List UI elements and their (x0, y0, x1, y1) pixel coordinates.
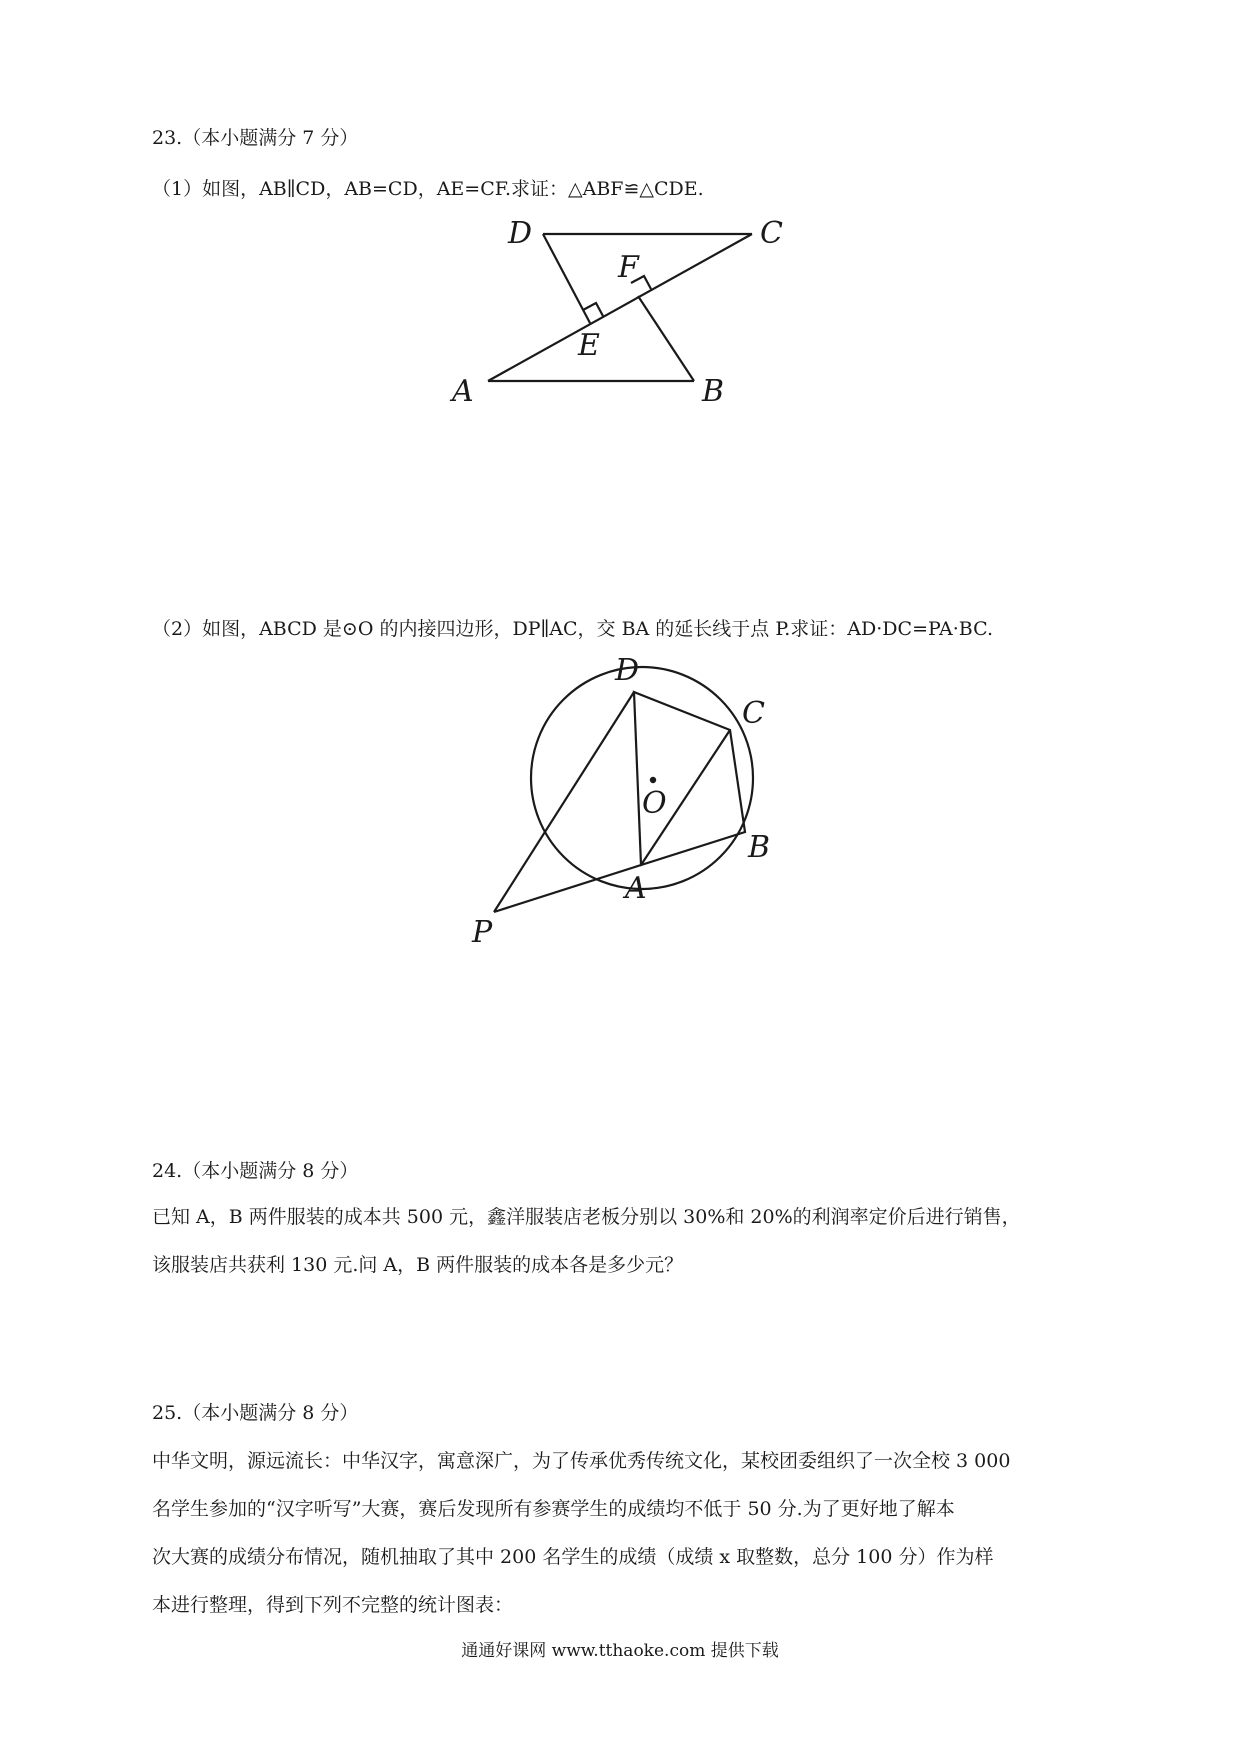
segment-pa (494, 865, 641, 912)
label-b: B (702, 374, 725, 405)
figure-triangles (440, 205, 800, 409)
q24-text-line2: 该服装店共获利 130 元.问 A，B 两件服装的成本各是多少元？ (152, 1254, 684, 1276)
segment-dp (494, 692, 634, 912)
label-d: D (615, 653, 640, 688)
label-c: C (760, 216, 783, 251)
label-a: A (625, 871, 647, 906)
label-e: E (578, 328, 600, 363)
label-o: O (642, 786, 667, 821)
q23-part1-text: （1）如图，AB∥CD，AB=CD，AE=CF.求证：△ABF≌△CDE. (152, 178, 704, 200)
page-footer: 通通好课网 www.tthaoke.com 提供下载 (461, 1641, 779, 1661)
label-p: P (472, 915, 493, 950)
q25-text-line2: 名学生参加的“汉字听写”大赛，赛后发现所有参赛学生的成绩均不低于 50 分.为了更好地了解本 (152, 1498, 955, 1520)
label-f: F (618, 250, 639, 285)
label-d: D (508, 216, 533, 251)
segment-fb (638, 296, 694, 381)
q25-text-line3: 次大赛的成绩分布情况，随机抽取了其中 200 名学生的成绩（成绩 x 取整数，总分 100 分）作为样 (152, 1546, 994, 1568)
center-dot-o (650, 777, 656, 783)
label-a: A (452, 374, 474, 405)
q25-heading: 25.（本小题满分 8 分） (152, 1402, 359, 1424)
label-c: C (742, 696, 765, 731)
q24-heading: 24.（本小题满分 8 分） (152, 1160, 359, 1182)
q25-text-line1: 中华文明，源远流长：中华汉字，寓意深广，为了传承优秀传统文化，某校团委组织了一次全校 3 000 (152, 1450, 1011, 1472)
q23-part2-text: （2）如图，ABCD 是⊙O 的内接四边形，DP∥AC，交 BA 的延长线于点 P.求证：AD·DC=PA·BC. (152, 618, 994, 640)
q23-heading: 23.（本小题满分 7 分） (152, 127, 359, 149)
circle-o (531, 667, 753, 889)
figure-circle (460, 650, 780, 954)
q24-text-line1: 已知 A，B 两件服装的成本共 500 元，鑫洋服装店老板分别以 30%和 20%的利润率定价后进行销售， (152, 1206, 1021, 1228)
label-b: B (748, 830, 771, 865)
q25-text-line4: 本进行整理，得到下列不完整的统计图表： (152, 1594, 514, 1616)
